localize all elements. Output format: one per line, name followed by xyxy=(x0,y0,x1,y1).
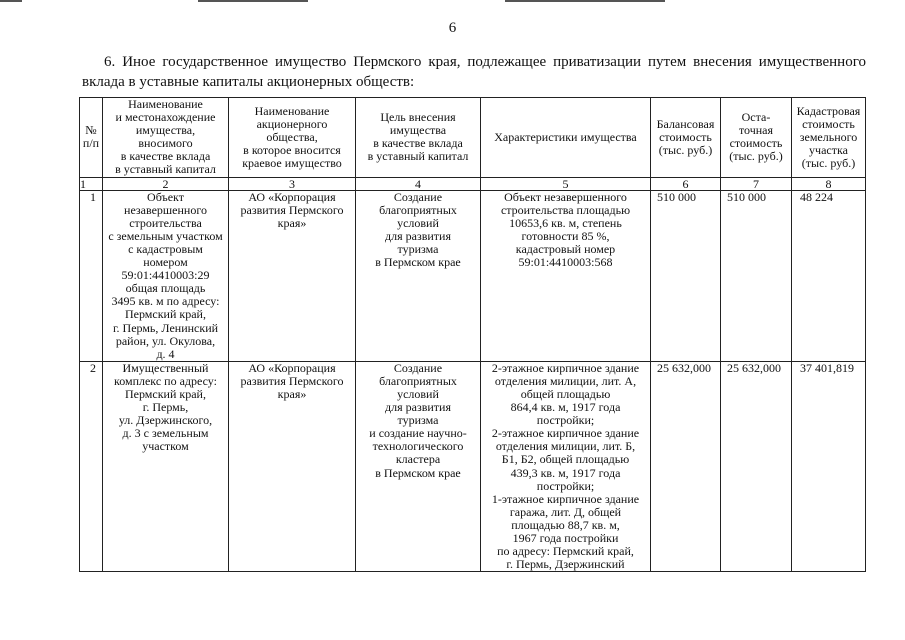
property-name-cell: Имущественный комплекс по адресу: Пермский край, г. Пермь, ул. Дзержинского, д. 3 с земельным участком xyxy=(103,361,229,572)
top-rule-right xyxy=(505,0,665,2)
residual-value-cell: 25 632,000 xyxy=(721,361,792,572)
cadastral-value-cell: 37 401,819 xyxy=(792,361,866,572)
balance-value-cell: 510 000 xyxy=(651,190,721,361)
characteristics-cell: Объект незавершенного строительства площадью 10653,6 кв. м, степень готовности 85 %, кадастровый номер 59:01:4410003:568 xyxy=(481,190,651,361)
column-number: 6 xyxy=(651,177,721,190)
header-balance-value: Балансовая стоимость (тыс. руб.) xyxy=(651,98,721,178)
column-number: 8 xyxy=(792,177,866,190)
table-row xyxy=(80,361,866,572)
company-cell: АО «Корпорация развития Пермского края» xyxy=(229,190,356,361)
header-purpose: Цель внесения имущества в качестве вклада в уставный капитал xyxy=(356,98,481,178)
top-rule-center xyxy=(198,0,308,2)
table-row xyxy=(80,190,866,361)
characteristics-cell: 2-этажное кирпичное здание отделения милиции, лит. А, общей площадью 864,4 кв. м, 1917 года постройки; 2-этажное кирпичное здание отделения милиции, лит. Б, Б1, Б2, общей площадью 439,3 кв. м, 1917 года постройки; 1-этажное кирпичное здание гаража, лит. Д, общей площадью 88,7 кв. м, 1967 года постройки по адресу: Пермский край, г. Пермь, Дзержинский xyxy=(481,361,651,572)
top-rule-left xyxy=(0,0,22,2)
property-name-cell: Объект незавершенного строительства с земельным участком с кадастровым номером 59:01:4410003:29 общая площадь 3495 кв. м по адресу: Пермский край, г. Пермь, Ленинский район, ул. Окулова, д. 4 xyxy=(103,190,229,361)
purpose-cell: Создание благоприятных условий для развития туризма и создание научно- технологического кластера в Пермском крае xyxy=(356,361,481,572)
header-number: № п/п xyxy=(80,98,103,178)
column-number: 1 xyxy=(80,177,103,190)
row-number: 1 xyxy=(80,190,103,361)
purpose-cell: Создание благоприятных условий для развития туризма в Пермском крае xyxy=(356,190,481,361)
header-characteristics: Характеристики имущества xyxy=(481,98,651,178)
column-number: 2 xyxy=(103,177,229,190)
column-number: 7 xyxy=(721,177,792,190)
column-number-row xyxy=(80,177,866,190)
company-cell: АО «Корпорация развития Пермского края» xyxy=(229,361,356,572)
column-number: 4 xyxy=(356,177,481,190)
header-cadastral-value: Кадастровая стоимость земельного участка (тыс. руб.) xyxy=(792,98,866,178)
property-table xyxy=(79,97,866,572)
table-header-row xyxy=(80,98,866,178)
section-heading: 6. Иное государственное имущество Пермского края, подлежащее приватизации путем внесения имущественного вклада в уставные капиталы акционерных обществ: xyxy=(82,54,866,90)
residual-value-cell: 510 000 xyxy=(721,190,792,361)
page-number: 6 xyxy=(448,20,457,36)
column-number: 5 xyxy=(481,177,651,190)
column-number: 3 xyxy=(229,177,356,190)
row-number: 2 xyxy=(80,361,103,572)
header-property-name: Наименование и местонахождение имущества, вносимого в качестве вклада в уставный капитал xyxy=(103,98,229,178)
balance-value-cell: 25 632,000 xyxy=(651,361,721,572)
header-residual-value: Оста- точная стоимость (тыс. руб.) xyxy=(721,98,792,178)
cadastral-value-cell: 48 224 xyxy=(792,190,866,361)
header-company: Наименование акционерного общества, в которое вносится краевое имущество xyxy=(229,98,356,178)
